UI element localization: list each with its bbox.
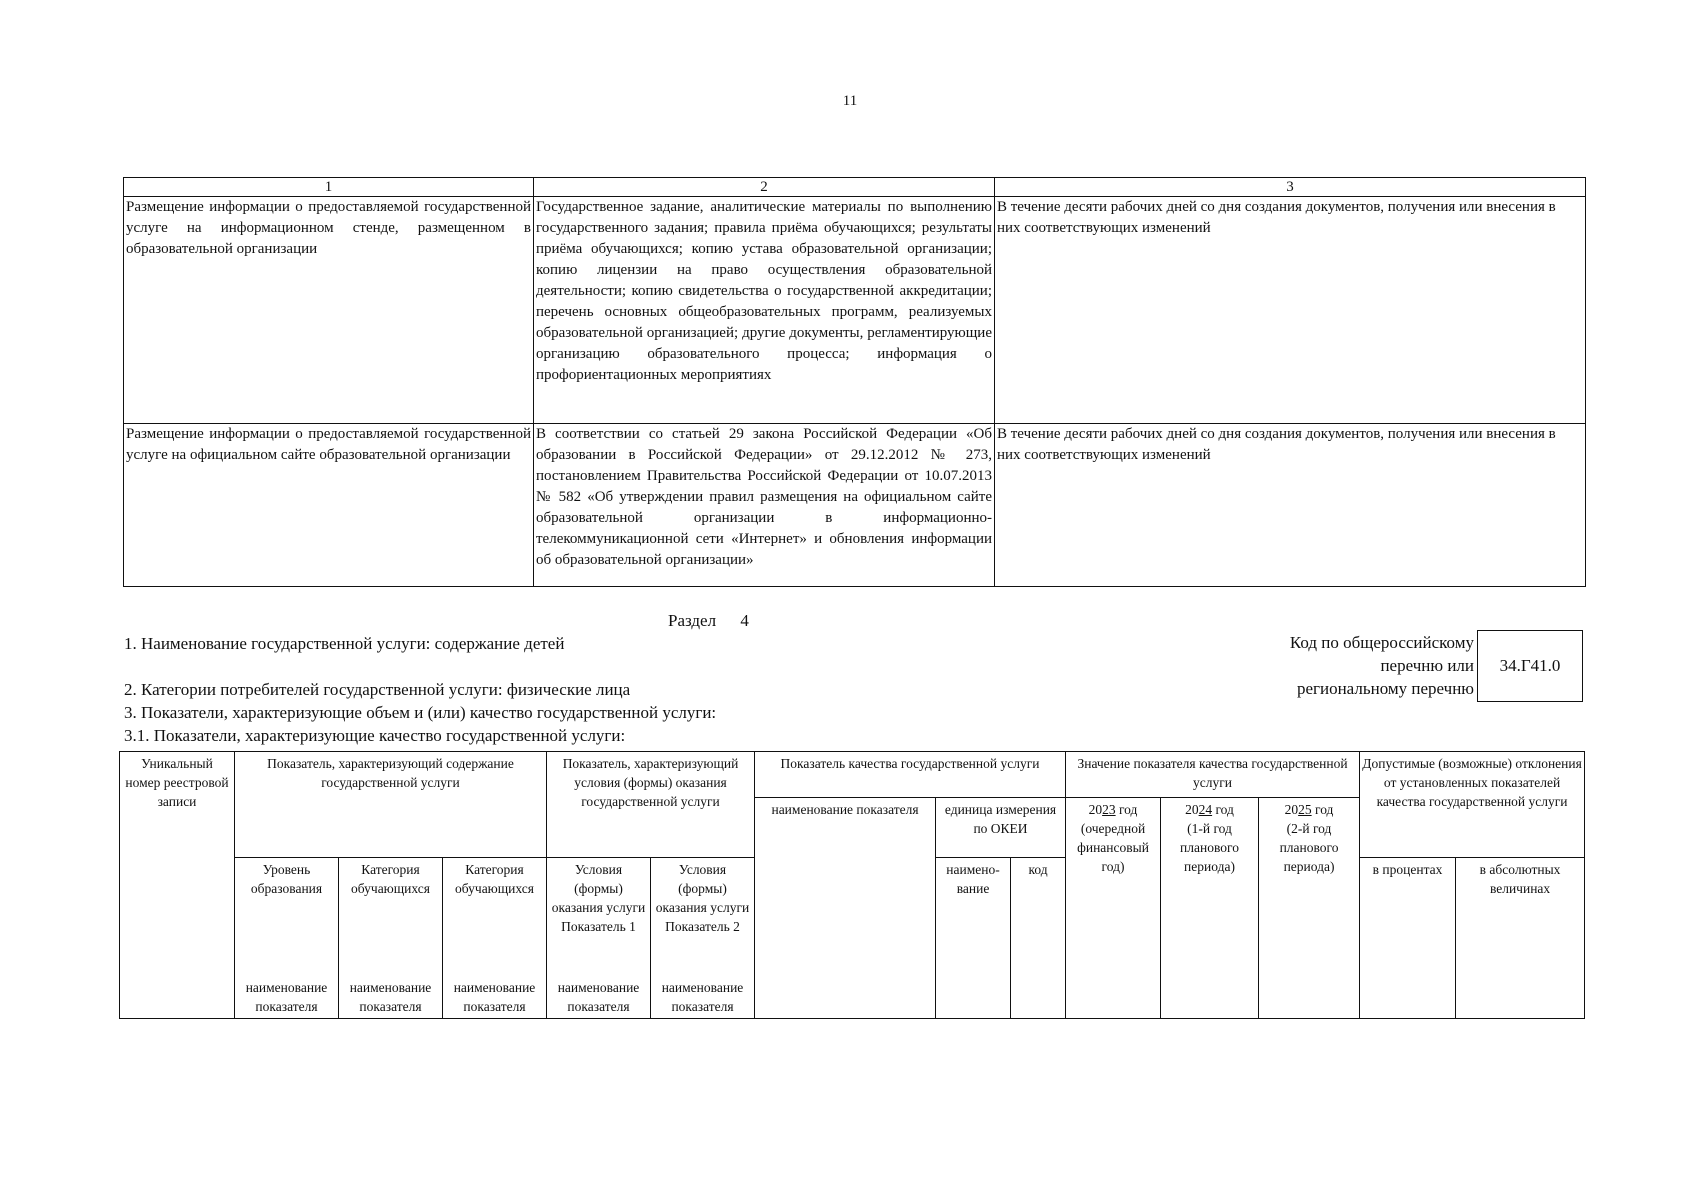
year-note: (очередной финансовый год) (1077, 821, 1149, 874)
service-name: 1. Наименование государственной услуги: содержание детей (124, 634, 565, 653)
year-prefix: 20 (1088, 802, 1103, 817)
code-label-line: Код по общероссийскому (1289, 633, 1474, 652)
code-label-line: перечню или (1380, 656, 1474, 675)
info-content-cell: Государственное задание, аналитические материалы по выполнению государственного задания; правила приёма обучающихся; результаты приёма обучающихся; копию устава образовательной организации; копию лицензии на право осуществления образовательной деятельности; копию свидетельства о государственной аккредитации; перечень основных общеобразовательных программ, реализуемых образовательной организацией; другие документы, регламентирующие организацию образовательного процесса; информация о профориентационных мероприятиях (534, 197, 995, 424)
code-label (1250, 631, 1474, 700)
year1-header (1066, 798, 1161, 1019)
info-table-row (124, 197, 1586, 424)
code-value-box: 34.Г41.0 (1477, 630, 1583, 702)
section-number: 4 (740, 611, 749, 630)
quality-indicators-table (119, 751, 1585, 1019)
name-label: наименование показателя (235, 976, 339, 1019)
name-label: наименование показателя (339, 976, 443, 1019)
consumer-categories: 2. Категории потребителей государственной услуги: физические лица (124, 680, 631, 699)
section-label: Раздел (668, 611, 717, 630)
unit-header: единица измерения по ОКЕИ (936, 798, 1066, 858)
info-table-header-2: 2 (534, 178, 995, 197)
info-content-cell: В соответствии со статьей 29 закона Российской Федерации «Об образовании в Российской Федерации» от 29.12.2012 № 273, постановлением Правительства Российской Федерации от 10.07.2013 № 582 «Об утверждении правил размещения на официальном сайте образовательной организации в информационно-телекоммуникационной сети «Интернет» и обновления информации об образовательной организации» (534, 424, 995, 587)
content-col-education-level: Уровень образования (235, 858, 339, 976)
year-note: (1-й год планового периода) (1180, 821, 1239, 874)
condition-col-2: Условия (формы) оказания услуги Показатель 2 (651, 858, 755, 976)
quality-indicator-header: Показатель качества государственной услуги (755, 752, 1066, 798)
indicators-title: 3. Показатели, характеризующие объем и (или) качество государственной услуги: (124, 703, 717, 722)
year-value: 24 (1198, 802, 1213, 817)
info-table-header-1: 1 (124, 178, 534, 197)
name-label: наименование показателя (651, 976, 755, 1019)
quality-indicators-title: 3.1. Показатели, характеризующие качество государственной услуги: (124, 726, 626, 745)
content-col-student-category: Категория обучающихся (339, 858, 443, 976)
info-table-header-3: 3 (995, 178, 1586, 197)
year2-header (1161, 798, 1259, 1019)
quality-value-header: Значение показателя качества государственной услуги (1066, 752, 1360, 798)
code-label-line: региональному перечню (1296, 679, 1474, 698)
deviation-absolute-header: в абсолютных величинах (1456, 858, 1585, 1019)
info-table-row (124, 424, 1586, 587)
name-label: наименование показателя (547, 976, 651, 1019)
info-table-header-row (124, 178, 1586, 197)
year-suffix: год (1215, 802, 1234, 817)
info-frequency-cell: В течение десяти рабочих дней со дня создания документов, получения или внесения в них соответствующих изменений (995, 197, 1586, 424)
year-prefix: 20 (1185, 802, 1199, 817)
indicator-name-header: наименование показателя (755, 798, 936, 1019)
unit-name-header: наимено-вание (936, 858, 1011, 1019)
year-suffix: год (1118, 802, 1138, 817)
page-number: 11 (842, 93, 858, 109)
year-note: (2-й год планового периода) (1279, 821, 1339, 874)
deviations-header: Допустимые (возможные) отклонения от установленных показателей качества государственной услуги (1360, 752, 1585, 858)
deviation-percent-header: в процентах (1360, 858, 1456, 1019)
info-table (123, 177, 1586, 587)
year3-header (1259, 798, 1360, 1019)
section-heading (668, 611, 749, 631)
year-value: 23 (1102, 802, 1116, 817)
info-method-cell: Размещение информации о предоставляемой государственной услуге на официальном сайте образовательной организации (124, 424, 534, 587)
content-col-student-category: Категория обучающихся (443, 858, 547, 976)
content-indicator-header: Показатель, характеризующий содержание государственной услуги (235, 752, 547, 858)
table-header-row (120, 752, 1585, 798)
name-label: наименование показателя (443, 976, 547, 1019)
info-frequency-cell: В течение десяти рабочих дней со дня создания документов, получения или внесения в них соответствующих изменений (995, 424, 1586, 587)
year-suffix: год (1315, 802, 1334, 817)
unit-code-header: код (1011, 858, 1066, 1019)
conditions-indicator-header: Показатель, характеризующий условия (формы) оказания государственной услуги (547, 752, 755, 858)
unique-number-header: Уникальный номер реестровой записи (120, 752, 235, 1019)
info-method-cell: Размещение информации о предоставляемой государственной услуге на информационном стенде, размещенном в образовательной организации (124, 197, 534, 424)
year-prefix: 20 (1284, 802, 1299, 817)
year-value: 25 (1298, 802, 1312, 817)
condition-col-1: Условия (формы) оказания услуги Показатель 1 (547, 858, 651, 976)
